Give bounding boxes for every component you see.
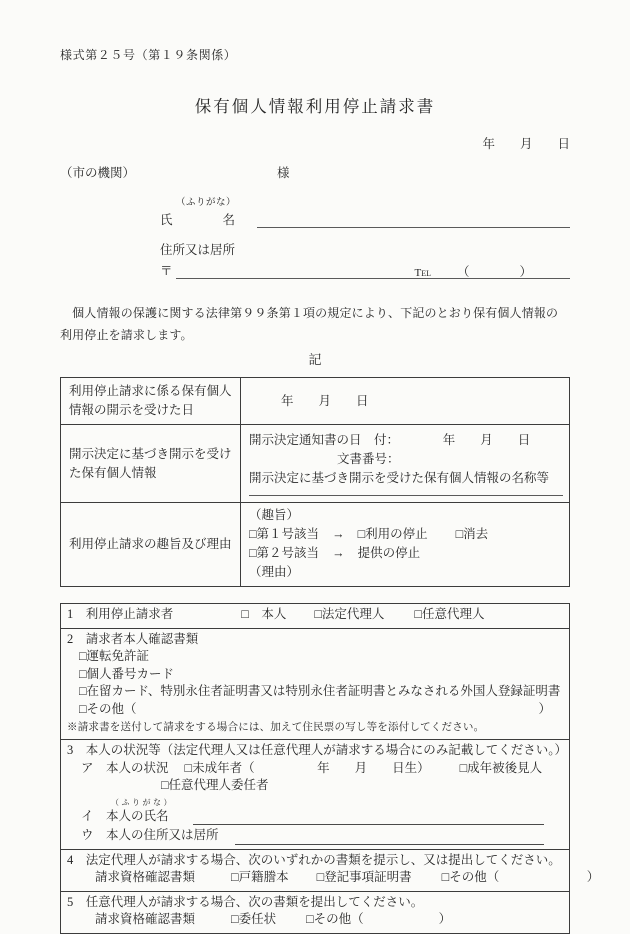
table-row — [61, 849, 570, 891]
checkbox-family-register[interactable]: □戸籍謄本 — [231, 870, 289, 884]
page-title: 保有個人情報利用停止請求書 — [194, 97, 436, 116]
info-name-field-line[interactable] — [249, 490, 563, 496]
table-row — [61, 604, 570, 629]
checkbox-legal-representative[interactable]: □法定代理人 — [314, 607, 385, 621]
other-doc-close-paren: ） — [538, 701, 551, 716]
name-field-line[interactable] — [257, 211, 570, 228]
table-row — [61, 891, 570, 933]
checkbox-other-doc[interactable]: □その他（ — [79, 701, 137, 716]
voluntary-rep-docs-heading: 5 任意代理人が請求する場合、次の書類を提出してください。 — [67, 894, 424, 909]
table-row — [61, 628, 570, 740]
disclosed-info-label: 開示決定に基づき開示を受けた保有個人情報 — [61, 425, 241, 503]
legal-rep-docs-heading: 4 法定代理人が請求する場合、次のいずれかの書類を提示し、又は提出してください。 — [67, 852, 561, 867]
qualification-docs-label: 請求資格確認書類 — [95, 912, 196, 926]
postal-mark: 〒 — [160, 264, 173, 278]
requester-label: 1 利用停止請求者 — [67, 607, 174, 621]
checkbox-item1-applicable[interactable]: □第１号該当 — [249, 527, 320, 541]
checkbox-item2-applicable[interactable]: □第２号該当 — [249, 546, 320, 560]
checkbox-minor[interactable]: □未成年者（ 年 月 日生） — [184, 760, 430, 775]
addressee-label: （市の機関） — [60, 166, 136, 180]
checkbox-drivers-license[interactable]: □運転免許証 — [79, 649, 150, 663]
honorific-label: 様 — [277, 166, 290, 180]
mail-request-note: ※請求書を送付して請求をする場合には、加えて住民票の写し等を添付してください。 — [67, 722, 485, 733]
tel-label: Tel — [414, 267, 431, 279]
furigana-label: （ふりがな） — [111, 797, 174, 807]
table-row — [61, 425, 570, 503]
form-number: 様式第２５号（第１９条関係） — [60, 48, 237, 62]
doc-number-field[interactable]: 文書番号： — [337, 452, 400, 466]
identity-docs-heading: 2 請求者本人確認書類 — [67, 631, 199, 646]
notice-date-field[interactable]: 開示決定通知書の日 付： 年 月 日 — [249, 433, 531, 447]
arrow-icon: → — [332, 546, 345, 560]
checkbox-self[interactable]: □ 本人 — [241, 607, 287, 621]
body-paragraph: 個人情報の保護に関する法律第９９条第１項の規定により、下記のとおり保有個人情報の利用停止を請求します。 — [60, 306, 559, 342]
principal-status-label: ア 本人の状況 — [81, 760, 169, 775]
table-row — [61, 378, 570, 425]
qualification-docs-label: 請求資格確認書類 — [95, 870, 196, 884]
table-row — [61, 740, 570, 850]
checkbox-my-number-card[interactable]: □個人番号カード — [79, 666, 175, 681]
arrow-icon: → — [332, 527, 345, 541]
applicant-block — [160, 194, 570, 279]
stop-provide-label: 提供の停止 — [357, 546, 421, 560]
disclosure-date-label: 利用停止請求に係る保有個人情報の開示を受けた日 — [61, 378, 241, 425]
principal-name-field-line[interactable] — [193, 810, 544, 825]
info-name-label: 開示決定に基づき開示を受けた保有個人情報の名称等 — [249, 471, 550, 485]
checkbox-power-of-attorney[interactable]: □委任状 — [231, 912, 277, 926]
principal-name-label: イ 本人の氏名 — [81, 808, 169, 823]
checkbox-registration-certificate[interactable]: □登記事項証明書 — [316, 870, 412, 884]
table-row — [61, 503, 570, 587]
ki-heading: 記 — [308, 352, 322, 367]
furigana-label: （ふりがな） — [176, 198, 237, 208]
checkbox-voluntary-representative[interactable]: □任意代理人 — [414, 607, 485, 621]
principal-status-heading: 3 本人の状況等（法定代理人又は任意代理人が請求する場合にのみ記載してください。） — [67, 743, 568, 757]
tel-field[interactable]: （ ） — [456, 265, 532, 279]
checkbox-stop-use[interactable]: □利用の停止 — [357, 527, 428, 541]
request-details-table — [60, 377, 570, 587]
purport-heading: （趣旨） — [249, 508, 300, 522]
address-label: 住所又は居所 — [160, 243, 236, 257]
checkbox-erase[interactable]: □消去 — [455, 527, 489, 541]
reason-heading: （理由） — [249, 565, 300, 579]
purport-reason-label: 利用停止請求の趣旨及び理由 — [61, 503, 241, 587]
postal-address-field-line[interactable] — [176, 262, 570, 279]
checkbox-residence-card[interactable]: □在留カード、特別永住者証明書又は特別永住者証明書とみなされる外国人登録証明書 — [79, 684, 561, 698]
principal-address-field-line[interactable] — [235, 830, 544, 845]
date-field[interactable]: 年 月 日 — [482, 137, 570, 151]
checkbox-other-voluntary-doc[interactable]: □その他（ ） — [306, 912, 452, 926]
checkbox-other-legal-doc[interactable]: □その他（ ） — [441, 870, 600, 884]
principal-address-label: ウ 本人の住所又は居所 — [81, 828, 219, 842]
checkbox-adult-ward[interactable]: □成年被後見人 — [459, 760, 543, 775]
name-label: 氏 名 — [160, 213, 236, 227]
checkbox-voluntary-delegator[interactable]: □任意代理人委任者 — [161, 778, 269, 792]
applicant-details-table — [60, 603, 600, 934]
disclosure-date-field[interactable]: 年 月 日 — [281, 393, 369, 408]
